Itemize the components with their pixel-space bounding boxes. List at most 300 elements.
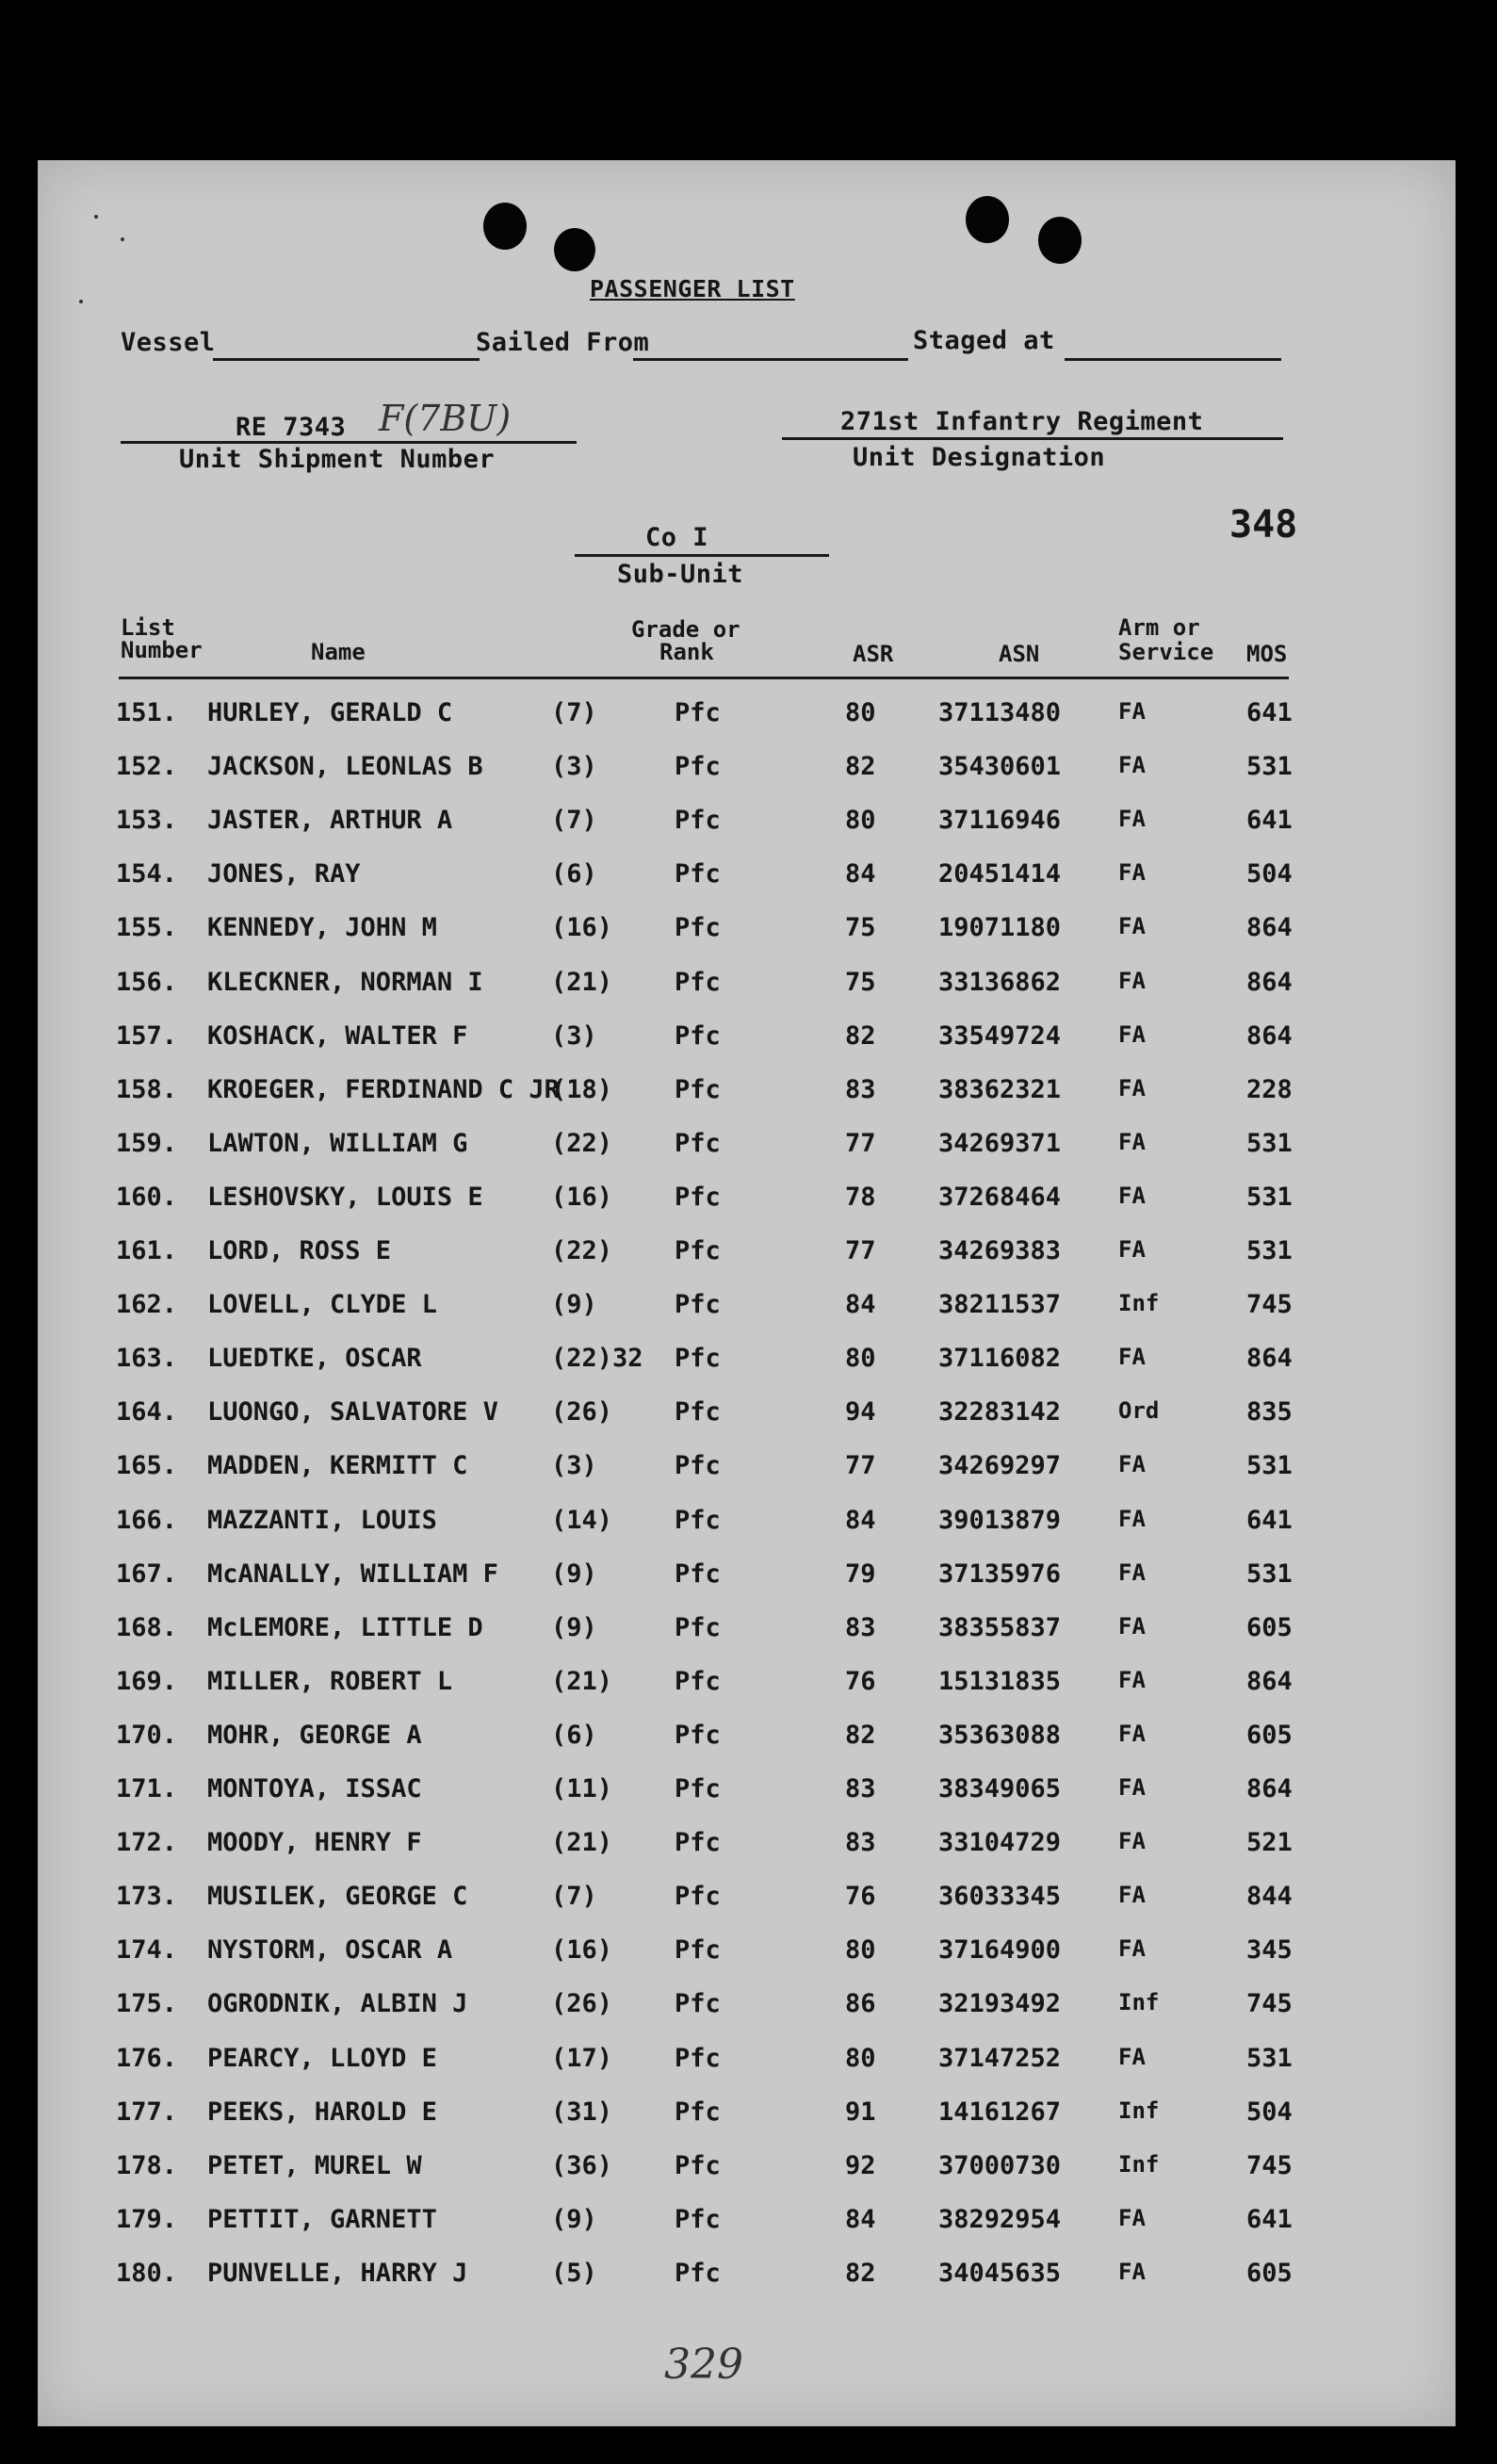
- cell-asn: 34269371: [938, 1128, 1062, 1158]
- cell-code: (9): [551, 2204, 597, 2234]
- cell-num: 163.: [116, 1344, 178, 1374]
- cell-code: (9): [551, 1612, 597, 1642]
- cell-arm: FA: [1118, 752, 1146, 779]
- cell-asn: 14161267: [938, 2097, 1062, 2127]
- cell-asn: 37268464: [938, 1182, 1062, 1212]
- cell-grade: Pfc: [675, 2258, 721, 2288]
- cell-grade: Pfc: [675, 1666, 721, 1696]
- cell-asn: 37000730: [938, 2150, 1062, 2180]
- cell-asn: 37147252: [938, 2043, 1062, 2073]
- cell-name: PEEKS, HAROLD E: [207, 2097, 437, 2127]
- cell-code: (11): [551, 1774, 613, 1803]
- cell-asr: 84: [845, 1505, 876, 1535]
- cell-mos: 605: [1246, 1612, 1293, 1642]
- cell-asr: 80: [845, 2043, 876, 2073]
- cell-mos: 641: [1246, 2204, 1293, 2234]
- punch-hole: [483, 203, 527, 250]
- cell-arm: FA: [1118, 2204, 1146, 2231]
- cell-asr: 75: [845, 967, 876, 997]
- cell-arm: FA: [1118, 1828, 1146, 1855]
- cell-asn: 38292954: [938, 2204, 1062, 2234]
- shipment-line: [121, 441, 577, 444]
- shipment-handwritten: F(7BU): [379, 398, 512, 439]
- staged-at-label: Staged at: [913, 326, 1055, 355]
- footer-handwritten: 329: [664, 2341, 743, 2389]
- cell-grade: Pfc: [675, 1397, 721, 1428]
- cell-asr: 83: [845, 1612, 876, 1642]
- cell-asn: 35430601: [938, 752, 1062, 782]
- vessel-line: [213, 358, 480, 361]
- cell-num: 178.: [116, 2150, 178, 2180]
- cell-mos: 864: [1246, 967, 1293, 997]
- table-row: [38, 1344, 1456, 1381]
- cell-mos: 641: [1246, 1505, 1293, 1535]
- cell-mos: 345: [1246, 1935, 1293, 1966]
- header-arm: Arm or: [1118, 614, 1200, 641]
- cell-mos: 531: [1246, 2043, 1293, 2073]
- shipment-number: RE 7343: [236, 413, 347, 442]
- cell-arm: FA: [1118, 1182, 1146, 1209]
- cell-code: (3): [551, 752, 597, 782]
- cell-asr: 78: [845, 1182, 876, 1212]
- header-name: Name: [311, 639, 366, 665]
- cell-code: (6): [551, 859, 597, 889]
- cell-name: PUNVELLE, HARRY J: [207, 2258, 468, 2288]
- cell-mos: 864: [1246, 1020, 1293, 1051]
- cell-name: PEARCY, LLOYD E: [207, 2043, 437, 2073]
- cell-num: 176.: [116, 2043, 178, 2073]
- cell-name: McLEMORE, LITTLE D: [207, 1612, 483, 1642]
- cell-grade: Pfc: [675, 1290, 721, 1320]
- cell-code: (7): [551, 1882, 597, 1912]
- cell-asn: 37135976: [938, 1558, 1062, 1589]
- table-row: [38, 1613, 1456, 1651]
- cell-mos: 531: [1246, 1236, 1293, 1265]
- cell-asn: 33104729: [938, 1828, 1062, 1858]
- staged-line: [1065, 358, 1281, 361]
- cell-name: MADDEN, KERMITT C: [207, 1451, 468, 1481]
- table-row: [38, 1667, 1456, 1705]
- cell-asr: 92: [845, 2150, 876, 2180]
- cell-asr: 83: [845, 1074, 876, 1104]
- cell-mos: 605: [1246, 1720, 1293, 1750]
- cell-asr: 83: [845, 1774, 876, 1803]
- cell-num: 164.: [116, 1397, 178, 1428]
- cell-asn: 34045635: [938, 2258, 1062, 2288]
- table-row: [38, 1935, 1456, 1973]
- cell-name: KLECKNER, NORMAN I: [207, 967, 483, 997]
- cell-arm: FA: [1118, 2043, 1146, 2070]
- cell-num: 173.: [116, 1882, 178, 1912]
- header-mos: MOS: [1246, 641, 1288, 667]
- document-page: [38, 160, 1456, 2426]
- cell-grade: Pfc: [675, 967, 721, 997]
- cell-num: 177.: [116, 2097, 178, 2127]
- cell-mos: 745: [1246, 1989, 1293, 2019]
- cell-mos: 521: [1246, 1828, 1293, 1858]
- cell-asn: 37116946: [938, 806, 1062, 836]
- cell-num: 170.: [116, 1720, 178, 1750]
- document-title: PASSENGER LIST: [590, 275, 795, 302]
- speck: [121, 237, 124, 241]
- cell-num: 162.: [116, 1290, 178, 1320]
- cell-grade: Pfc: [675, 2043, 721, 2073]
- cell-num: 156.: [116, 967, 178, 997]
- cell-grade: Pfc: [675, 2097, 721, 2127]
- cell-asn: 33136862: [938, 967, 1062, 997]
- cell-asr: 82: [845, 2258, 876, 2288]
- cell-arm: Inf: [1118, 1290, 1160, 1317]
- cell-code: (9): [551, 1290, 597, 1320]
- cell-asn: 37116082: [938, 1344, 1062, 1374]
- cell-mos: 864: [1246, 1344, 1293, 1374]
- cell-name: PETTIT, GARNETT: [207, 2204, 437, 2234]
- cell-code: (36): [551, 2150, 613, 2180]
- cell-asr: 86: [845, 1989, 876, 2019]
- cell-asr: 79: [845, 1558, 876, 1589]
- cell-grade: Pfc: [675, 1935, 721, 1966]
- table-row: [38, 1774, 1456, 1812]
- cell-asn: 35363088: [938, 1720, 1062, 1750]
- table-row: [38, 1506, 1456, 1543]
- cell-arm: FA: [1118, 1558, 1146, 1586]
- cell-name: LORD, ROSS E: [207, 1236, 392, 1265]
- cell-grade: Pfc: [675, 1182, 721, 1212]
- cell-name: McANALLY, WILLIAM F: [207, 1558, 498, 1589]
- cell-asn: 33549724: [938, 1020, 1062, 1051]
- cell-name: LUEDTKE, OSCAR: [207, 1344, 422, 1374]
- cell-code: (21): [551, 967, 613, 997]
- cell-code: (3): [551, 1451, 597, 1481]
- cell-code: (26): [551, 1397, 613, 1428]
- header-asn: ASN: [999, 641, 1040, 667]
- cell-code: (22): [551, 1236, 613, 1265]
- cell-mos: 864: [1246, 1774, 1293, 1803]
- cell-arm: FA: [1118, 806, 1146, 833]
- cell-arm: FA: [1118, 698, 1146, 725]
- header-rank: Rank: [659, 639, 714, 665]
- cell-name: JONES, RAY: [207, 859, 361, 889]
- header-grade: Grade or: [631, 616, 740, 643]
- table-row: [38, 1236, 1456, 1274]
- cell-mos: 641: [1246, 806, 1293, 836]
- page-number: 348: [1229, 503, 1298, 547]
- cell-name: KENNEDY, JOHN M: [207, 913, 437, 943]
- cell-num: 159.: [116, 1128, 178, 1158]
- cell-num: 179.: [116, 2204, 178, 2234]
- cell-grade: Pfc: [675, 698, 721, 727]
- cell-arm: Inf: [1118, 1989, 1160, 2016]
- table-row: [38, 806, 1456, 843]
- cell-code: (7): [551, 806, 597, 836]
- cell-mos: 531: [1246, 1451, 1293, 1481]
- cell-grade: Pfc: [675, 1451, 721, 1481]
- cell-arm: FA: [1118, 967, 1146, 994]
- cell-num: 171.: [116, 1774, 178, 1803]
- cell-mos: 641: [1246, 698, 1293, 727]
- cell-grade: Pfc: [675, 1074, 721, 1104]
- cell-asn: 34269383: [938, 1236, 1062, 1265]
- cell-num: 180.: [116, 2258, 178, 2288]
- cell-num: 153.: [116, 806, 178, 836]
- cell-num: 151.: [116, 698, 178, 727]
- cell-grade: Pfc: [675, 1558, 721, 1589]
- cell-asr: 76: [845, 1666, 876, 1696]
- cell-asn: 36033345: [938, 1882, 1062, 1912]
- cell-asn: 32283142: [938, 1397, 1062, 1428]
- cell-arm: FA: [1118, 1666, 1146, 1693]
- cell-asr: 94: [845, 1397, 876, 1428]
- cell-arm: FA: [1118, 1128, 1146, 1155]
- cell-asr: 80: [845, 1935, 876, 1966]
- cell-name: PETET, MUREL W: [207, 2150, 422, 2180]
- cell-code: (22)32: [551, 1344, 643, 1374]
- sub-unit-label: Sub-Unit: [617, 560, 744, 589]
- cell-arm: FA: [1118, 1236, 1146, 1263]
- cell-asn: 34269297: [938, 1451, 1062, 1481]
- cell-arm: FA: [1118, 2258, 1146, 2285]
- cell-asn: 19071180: [938, 913, 1062, 943]
- table-row: [38, 1882, 1456, 1919]
- cell-mos: 844: [1246, 1882, 1293, 1912]
- cell-asr: 82: [845, 1720, 876, 1750]
- designation-line: [782, 437, 1283, 440]
- punch-hole: [554, 228, 595, 271]
- cell-grade: Pfc: [675, 1505, 721, 1535]
- cell-arm: Ord: [1118, 1397, 1160, 1425]
- cell-num: 158.: [116, 1074, 178, 1104]
- cell-mos: 835: [1246, 1397, 1293, 1428]
- unit-designation: 271st Infantry Regiment: [840, 407, 1204, 436]
- cell-grade: Pfc: [675, 1989, 721, 2019]
- cell-grade: Pfc: [675, 859, 721, 889]
- cell-num: 175.: [116, 1989, 178, 2019]
- table-row: [38, 2259, 1456, 2296]
- table-row: [38, 1397, 1456, 1435]
- cell-asr: 75: [845, 913, 876, 943]
- cell-name: OGRODNIK, ALBIN J: [207, 1989, 468, 2019]
- cell-mos: 531: [1246, 752, 1293, 782]
- cell-mos: 605: [1246, 2258, 1293, 2288]
- cell-asr: 80: [845, 1344, 876, 1374]
- cell-asn: 32193492: [938, 1989, 1062, 2019]
- cell-arm: FA: [1118, 1774, 1146, 1801]
- cell-mos: 504: [1246, 859, 1293, 889]
- cell-name: LAWTON, WILLIAM G: [207, 1128, 468, 1158]
- cell-asn: 38355837: [938, 1612, 1062, 1642]
- cell-grade: Pfc: [675, 1882, 721, 1912]
- table-row: [38, 1559, 1456, 1597]
- vessel-label: Vessel: [121, 328, 216, 357]
- table-row: [38, 2044, 1456, 2081]
- cell-mos: 504: [1246, 2097, 1293, 2127]
- table-row: [38, 859, 1456, 897]
- cell-mos: 745: [1246, 2150, 1293, 2180]
- cell-code: (31): [551, 2097, 613, 2127]
- cell-arm: Inf: [1118, 2097, 1160, 2124]
- cell-name: MOHR, GEORGE A: [207, 1720, 422, 1750]
- cell-name: MAZZANTI, LOUIS: [207, 1505, 437, 1535]
- table-row: [38, 1721, 1456, 1758]
- table-row: [38, 1183, 1456, 1220]
- sub-unit-line: [575, 554, 829, 557]
- cell-code: (5): [551, 2258, 597, 2288]
- cell-num: 169.: [116, 1666, 178, 1696]
- cell-asr: 82: [845, 1020, 876, 1051]
- cell-mos: 531: [1246, 1558, 1293, 1589]
- cell-asn: 39013879: [938, 1505, 1062, 1535]
- cell-num: 167.: [116, 1558, 178, 1589]
- cell-num: 152.: [116, 752, 178, 782]
- cell-asn: 15131835: [938, 1666, 1062, 1696]
- table-row: [38, 2097, 1456, 2135]
- cell-asn: 38349065: [938, 1774, 1062, 1803]
- cell-grade: Pfc: [675, 2204, 721, 2234]
- cell-grade: Pfc: [675, 1612, 721, 1642]
- table-row: [38, 1828, 1456, 1866]
- cell-num: 157.: [116, 1020, 178, 1051]
- cell-arm: FA: [1118, 1505, 1146, 1532]
- speck: [79, 300, 83, 303]
- cell-code: (3): [551, 1020, 597, 1051]
- punch-hole: [1038, 217, 1082, 264]
- cell-arm: FA: [1118, 1074, 1146, 1101]
- designation-label: Unit Designation: [853, 443, 1106, 472]
- cell-code: (14): [551, 1505, 613, 1535]
- cell-grade: Pfc: [675, 1774, 721, 1803]
- cell-num: 160.: [116, 1182, 178, 1212]
- cell-num: 172.: [116, 1828, 178, 1858]
- cell-asr: 83: [845, 1828, 876, 1858]
- cell-grade: Pfc: [675, 1720, 721, 1750]
- cell-grade: Pfc: [675, 1128, 721, 1158]
- cell-num: 168.: [116, 1612, 178, 1642]
- cell-asr: 77: [845, 1236, 876, 1265]
- sub-unit: Co I: [645, 523, 709, 552]
- table-row: [38, 968, 1456, 1005]
- cell-grade: Pfc: [675, 752, 721, 782]
- cell-asr: 84: [845, 859, 876, 889]
- cell-arm: FA: [1118, 1020, 1146, 1048]
- cell-grade: Pfc: [675, 1020, 721, 1051]
- cell-arm: FA: [1118, 1612, 1146, 1640]
- cell-num: 161.: [116, 1236, 178, 1265]
- cell-code: (26): [551, 1989, 613, 2019]
- cell-grade: Pfc: [675, 1236, 721, 1265]
- header-number: Number: [121, 637, 203, 663]
- cell-code: (16): [551, 1935, 613, 1966]
- cell-asr: 77: [845, 1451, 876, 1481]
- cell-name: LOVELL, CLYDE L: [207, 1290, 437, 1320]
- header-service: Service: [1118, 639, 1214, 665]
- cell-mos: 745: [1246, 1290, 1293, 1320]
- cell-arm: Inf: [1118, 2150, 1160, 2178]
- cell-code: (18): [551, 1074, 613, 1104]
- cell-mos: 864: [1246, 913, 1293, 943]
- table-row: [38, 1989, 1456, 2027]
- table-row: [38, 1075, 1456, 1113]
- cell-name: LESHOVSKY, LOUIS E: [207, 1182, 483, 1212]
- sailed-line: [633, 358, 908, 361]
- cell-asn: 37113480: [938, 698, 1062, 727]
- cell-num: 174.: [116, 1935, 178, 1966]
- shipment-label: Unit Shipment Number: [179, 445, 496, 474]
- cell-num: 154.: [116, 859, 178, 889]
- cell-grade: Pfc: [675, 913, 721, 943]
- header-rule: [119, 677, 1289, 679]
- cell-num: 165.: [116, 1451, 178, 1481]
- cell-name: KOSHACK, WALTER F: [207, 1020, 468, 1051]
- cell-asn: 38362321: [938, 1074, 1062, 1104]
- cell-code: (21): [551, 1666, 613, 1696]
- cell-asr: 82: [845, 752, 876, 782]
- cell-arm: FA: [1118, 859, 1146, 887]
- cell-num: 166.: [116, 1505, 178, 1535]
- table-row: [38, 698, 1456, 736]
- cell-name: JACKSON, LEONLAS B: [207, 752, 483, 782]
- cell-name: MILLER, ROBERT L: [207, 1666, 453, 1696]
- table-row: [38, 1129, 1456, 1167]
- table-row: [38, 2205, 1456, 2243]
- cell-code: (7): [551, 698, 597, 727]
- cell-name: MONTOYA, ISSAC: [207, 1774, 422, 1803]
- punch-hole: [966, 196, 1009, 243]
- cell-mos: 228: [1246, 1074, 1293, 1104]
- cell-grade: Pfc: [675, 1828, 721, 1858]
- header-asr: ASR: [853, 641, 894, 667]
- cell-asr: 91: [845, 2097, 876, 2127]
- table-row: [38, 1451, 1456, 1489]
- cell-grade: Pfc: [675, 1344, 721, 1374]
- cell-asr: 77: [845, 1128, 876, 1158]
- cell-asn: 38211537: [938, 1290, 1062, 1320]
- speck: [94, 215, 98, 219]
- cell-name: LUONGO, SALVATORE V: [207, 1397, 498, 1428]
- table-row: [38, 752, 1456, 790]
- cell-code: (16): [551, 1182, 613, 1212]
- cell-name: JASTER, ARTHUR A: [207, 806, 453, 836]
- cell-code: (6): [551, 1720, 597, 1750]
- cell-asr: 76: [845, 1882, 876, 1912]
- cell-name: MOODY, HENRY F: [207, 1828, 422, 1858]
- cell-arm: FA: [1118, 1451, 1146, 1478]
- cell-asr: 80: [845, 806, 876, 836]
- table-row: [38, 2151, 1456, 2189]
- cell-grade: Pfc: [675, 2150, 721, 2180]
- cell-arm: FA: [1118, 1344, 1146, 1371]
- cell-asn: 20451414: [938, 859, 1062, 889]
- cell-mos: 864: [1246, 1666, 1293, 1696]
- cell-mos: 531: [1246, 1128, 1293, 1158]
- cell-code: (17): [551, 2043, 613, 2073]
- cell-mos: 531: [1246, 1182, 1293, 1212]
- header-list: List: [121, 614, 175, 641]
- cell-code: (9): [551, 1558, 597, 1589]
- cell-arm: FA: [1118, 1720, 1146, 1747]
- cell-code: (16): [551, 913, 613, 943]
- cell-grade: Pfc: [675, 806, 721, 836]
- cell-asr: 84: [845, 2204, 876, 2234]
- cell-code: (21): [551, 1828, 613, 1858]
- cell-asr: 80: [845, 698, 876, 727]
- cell-name: HURLEY, GERALD C: [207, 698, 453, 727]
- table-row: [38, 1290, 1456, 1328]
- cell-asr: 84: [845, 1290, 876, 1320]
- table-row: [38, 1021, 1456, 1059]
- cell-name: KROEGER, FERDINAND C JR: [207, 1074, 560, 1104]
- cell-name: NYSTORM, OSCAR A: [207, 1935, 453, 1966]
- cell-code: (22): [551, 1128, 613, 1158]
